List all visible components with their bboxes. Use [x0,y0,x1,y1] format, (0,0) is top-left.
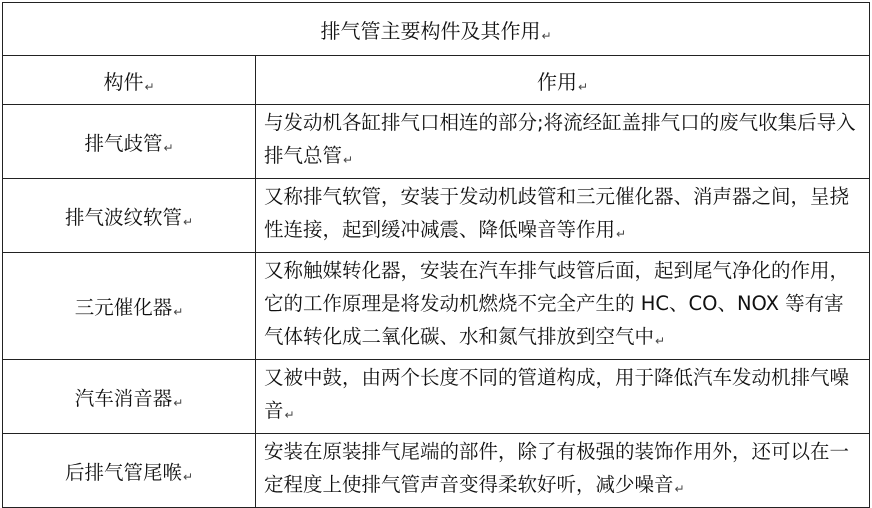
component-name-cell [3,105,256,179]
component-name-cell [3,360,256,434]
paragraph-mark-icon: ↵ [655,334,666,348]
title-row [3,3,870,56]
component-name: 排气波纹软管 [64,205,182,229]
paragraph-mark-icon: ↵ [163,140,174,155]
paragraph-mark-icon: ↵ [182,469,194,484]
header-function: 作用 [536,69,577,94]
paragraph-mark-icon: ↵ [541,28,552,43]
component-name: 三元催化器 [74,296,173,319]
header-row [3,56,870,105]
paragraph-mark-icon: ↵ [616,227,627,241]
paragraph-mark-icon: ↵ [173,395,184,410]
component-function-cell [256,105,870,179]
table-row [3,179,870,253]
component-name-cell [3,253,256,360]
component-function-cell [256,434,870,508]
component-function: 又称排气软管，安装于发动机歧管和三元催化器、消声器之间，呈挠性连接，起到缓冲减震、降低噪音等作用 [264,185,850,241]
exhaust-components-table [2,2,870,508]
component-function: 安装在原装排气尾端的部件，除了有极强的装饰作用外，还可以在一定程度上使排气管声音变得柔软好听，减少噪音 [264,440,850,496]
component-function-cell [256,360,870,434]
paragraph-mark-icon: ↵ [182,214,194,229]
header-component-cell [3,56,256,105]
paragraph-mark-icon: ↵ [144,79,155,94]
component-function-cell [256,253,870,360]
header-component: 构件 [103,69,144,94]
component-function: 与发动机各缸排气口相连的部分;将流经缸盖排气口的废气收集后导入排气总管 [264,111,856,167]
component-function-cell [256,179,870,253]
component-name-cell [3,434,256,508]
component-name: 排气歧管 [84,131,163,155]
table-row [3,360,870,434]
table-title-cell [3,3,870,56]
component-function: 又被中鼓，由两个长度不同的管道构成，用于降低汽车发动机排气噪音 [264,366,850,422]
table-row [3,105,870,179]
component-name: 后排气管尾喉 [64,460,182,484]
table-row [3,434,870,508]
component-function: 又称触媒转化器，安装在汽车排气歧管后面，起到尾气净化的作用，它的工作原理是将发动机燃烧不完全产生的 HC、CO、NOX 等有害气体转化成二氧化碳、水和氮气排放到空气中 [264,259,850,348]
component-name-cell [3,179,256,253]
paragraph-mark-icon: ↵ [173,305,184,319]
component-name: 汽车消音器 [74,386,173,410]
table-row [3,253,870,360]
paragraph-mark-icon: ↵ [343,153,354,167]
paragraph-mark-icon: ↵ [284,408,295,422]
paragraph-mark-icon: ↵ [674,482,685,496]
table-title: 排气管主要构件及其作用 [320,18,541,43]
header-function-cell [256,56,870,105]
paragraph-mark-icon: ↵ [577,79,589,94]
